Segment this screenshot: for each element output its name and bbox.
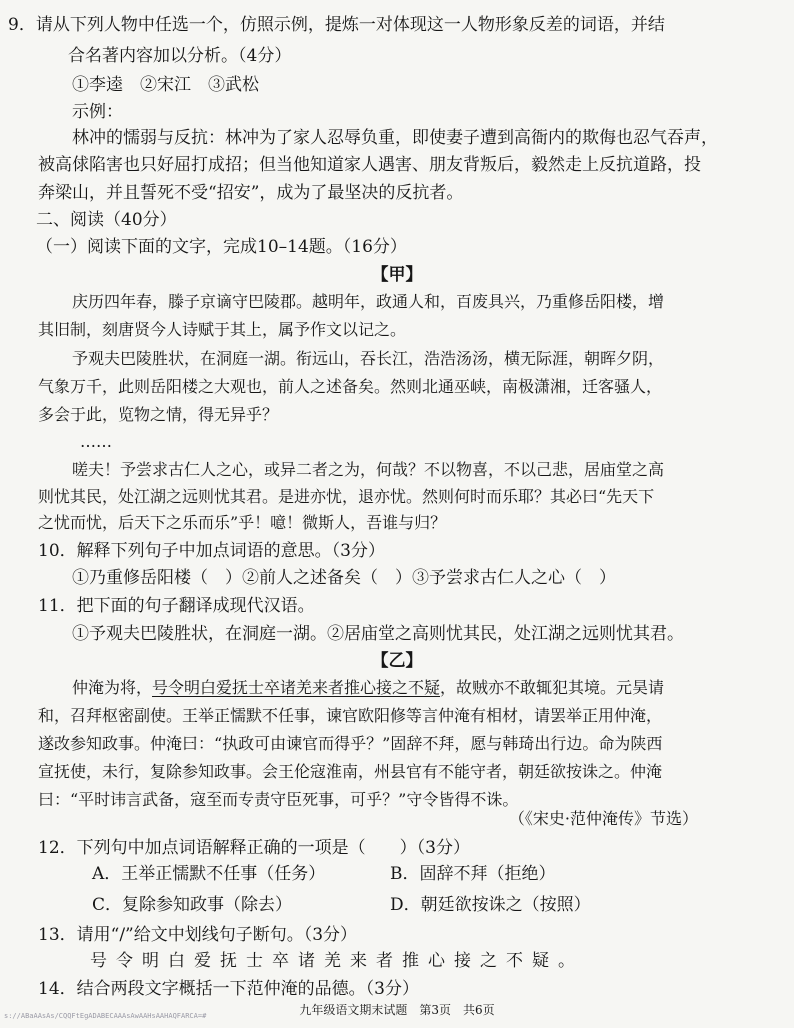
passage-jia-title: 【甲】	[371, 265, 423, 285]
q11-stem: 11．把下面的句子翻译成现代汉语。	[38, 596, 315, 616]
q13-sentence: 号令明白爱抚士卒诸羌来者推心接之不疑。	[90, 951, 584, 971]
passage-yi-line	[72, 676, 664, 700]
passage-jia-line: 嗟夫！予尝求古仁人之心，或异二者之为，何哉？不以物喜，不以己悲，居庙堂之高	[72, 460, 665, 479]
q13-stem: 13．请用“/”给文中划线句子断句。（3分）	[38, 925, 358, 945]
section-2-heading: 二、阅读（40分）	[36, 210, 177, 230]
underlined-sentence: 号令明白爱抚士卒诸羌来者推心接之不疑	[152, 678, 441, 697]
q9-example-2: 被高俅陷害也只好屈打成招；但当他知道家人遇害、朋友背叛后，毅然走上反抗道路，投	[38, 155, 701, 175]
passage-yi-line: 和，召拜枢密副使。王举正懦默不任事，谏官欧阳修等言仲淹有相材，请罢举正用仲淹，	[38, 706, 663, 725]
q9-example-label: 示例：	[72, 102, 123, 122]
q9-line-2: 合名著内容加以分析。（4分）	[68, 46, 292, 66]
q10-stem: 10．解释下列句子中加点词语的意思。（3分）	[38, 541, 385, 561]
q12-stem: 12．下列句中加点词语解释正确的一项是（ ）（3分）	[38, 838, 470, 858]
q12-option-c: C．复除参知政事（除去）	[92, 895, 293, 915]
q11-items: ①予观夫巴陵胜状，在洞庭一湖。②居庙堂之高则忧其民，处江湖之远则忧其君。	[72, 624, 684, 644]
passage-jia-line: 其旧制，刻唐贤今人诗赋于其上，属予作文以记之。	[38, 320, 407, 339]
passage-yi-text: 仲淹为将，	[72, 678, 153, 697]
passage-jia-line: 多会于此，览物之情，得无异乎？	[38, 405, 279, 424]
q9-options: ①李逵 ②宋江 ③武松	[72, 75, 259, 95]
scan-watermark: s://ABaAAsAs/CQQFtEgADABECAAAsAwAAHsAAHAQFARCA=#	[4, 1012, 207, 1020]
passage-jia-line: 气象万千，此则岳阳楼之大观也，前人之述备矣。然则北通巫峡，南极潇湘，迁客骚人，	[38, 377, 663, 396]
passage-yi-title: 【乙】	[371, 651, 423, 671]
section-2-subheading: （一）阅读下面的文字，完成10–14题。（16分）	[36, 237, 407, 257]
q12-option-a: A．王举正懦默不任事（任务）	[92, 864, 326, 884]
q9-example-1: 林冲的懦弱与反抗：林冲为了家人忍辱负重，即使妻子遭到高衙内的欺侮也忍气吞声，	[72, 128, 718, 148]
passage-jia-line: 予观夫巴陵胜状，在洞庭一湖。衔远山，吞长江，浩浩汤汤，横无际涯，朝晖夕阴，	[72, 349, 665, 368]
passage-yi-line: 遂改参知政事。仲淹曰：“执政可由谏官而得乎？”固辞不拜，愿与韩琦出行边。命为陕西	[38, 734, 663, 753]
page-footer: 九年级语文期末试题 第3页 共6页	[299, 1003, 495, 1017]
q10-items: ①乃重修岳阳楼（ ）②前人之述备矣（ ）③予尝求古仁人之心（ ）	[72, 568, 616, 588]
passage-jia-ellipsis: ……	[80, 432, 112, 451]
q14-stem: 14．结合两段文字概括一下范仲淹的品德。（3分）	[38, 979, 419, 999]
passage-jia-line: 则忧其民，处江湖之远则忧其君。是进亦忧，退亦忧。然则何时而乐耶？其必曰“先天下	[38, 487, 655, 506]
passage-yi-line: 宣抚使，未行，复除参知政事。会王伦寇淮南，州县官有不能守者，朝廷欲按诛之。仲淹	[38, 762, 663, 781]
passage-jia-line: 之忧而忧，后天下之乐而乐”乎！噫！微斯人，吾谁与归？	[38, 513, 447, 532]
q9-example-3: 奔梁山，并且誓死不受“招安”，成为了最坚决的反抗者。	[38, 183, 464, 203]
q12-option-d: D．朝廷欲按诛之（按照）	[390, 895, 591, 915]
passage-yi-line: 曰：“平时讳言武备，寇至而专责守臣死事，可乎？”守令皆得不诛。	[38, 790, 519, 809]
passage-jia-line: 庆历四年春，滕子京谪守巴陵郡。越明年，政通人和，百废具兴，乃重修岳阳楼，增	[72, 292, 665, 311]
passage-yi-source: （《宋史·范仲淹传》节选）	[508, 809, 698, 828]
passage-yi-text: ，故贼亦不敢辄犯其境。元昊请	[440, 678, 665, 697]
q9-line-1: 9．请从下列人物中任选一个，仿照示例，提炼一对体现这一人物形象反差的词语，并结	[8, 15, 665, 35]
q12-option-b: B．固辞不拜（拒绝）	[390, 864, 556, 884]
